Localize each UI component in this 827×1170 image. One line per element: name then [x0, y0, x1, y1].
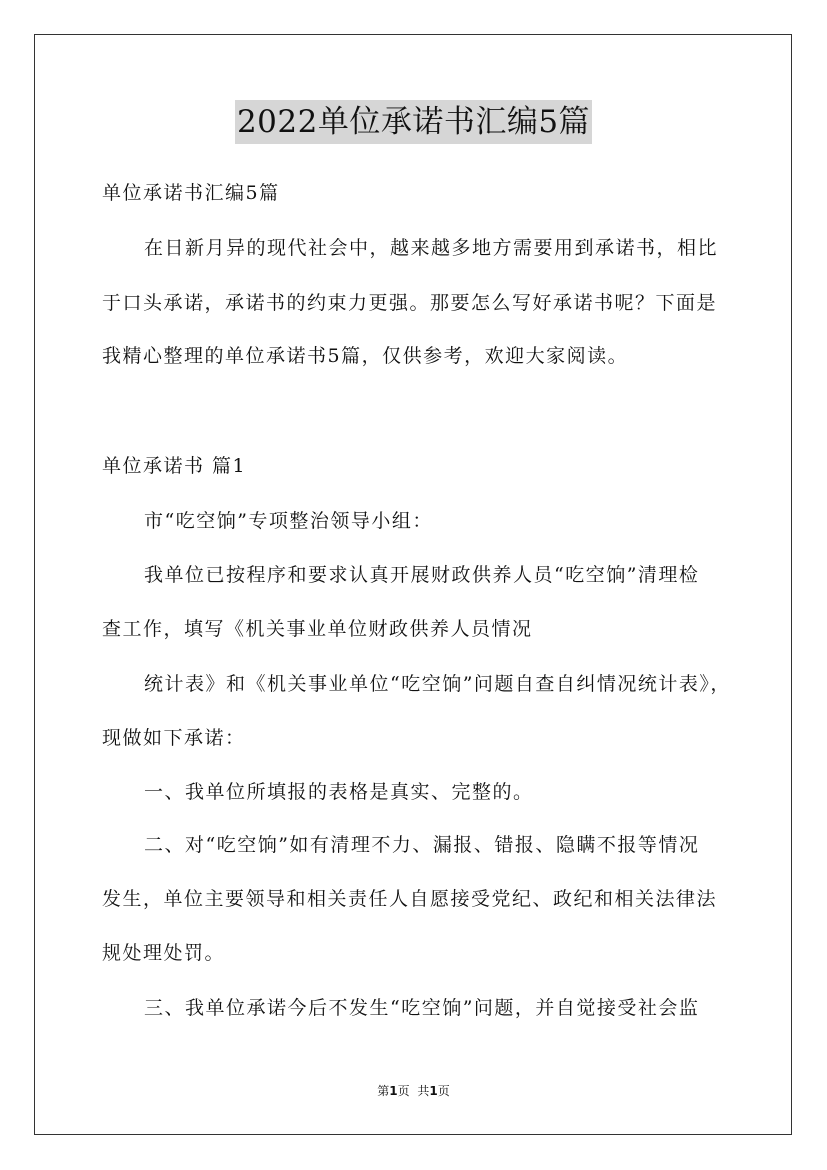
body-line-4: 统计表》和《机关事业单位“吃空饷”问题自查自纠情况统计表》，: [144, 673, 731, 695]
document-subtitle: 单位承诺书汇编5篇: [102, 182, 280, 204]
body-line-1: 市“吃空饷”专项整治领导小组：: [144, 510, 433, 532]
body-line-3: 查工作，填写《机关事业单位财政供养人员情况: [102, 618, 533, 640]
intro-line-1: 在日新月异的现代社会中，越来越多地方需要用到承诺书，相比: [144, 237, 719, 259]
document-title-text: 2022单位承诺书汇编5篇: [235, 100, 592, 144]
intro-line-2: 于口头承诺，承诺书的约束力更强。那要怎么写好承诺书呢？下面是: [102, 292, 718, 314]
body-line-2: 我单位已按程序和要求认真开展财政供养人员“吃空饷”清理检: [144, 564, 700, 586]
total-pages: 1: [429, 1084, 438, 1098]
body-line-7: 二、对“吃空饷”如有清理不力、漏报、错报、隐瞒不报等情况: [144, 834, 700, 856]
intro-line-3: 我精心整理的单位承诺书5篇，仅供参考，欢迎大家阅读。: [102, 345, 629, 367]
body-line-6: 一、我单位所填报的表格是真实、完整的。: [144, 781, 534, 803]
total-label-prefix: 共: [417, 1084, 430, 1098]
total-label-suffix: 页: [437, 1084, 450, 1098]
body-line-8: 发生，单位主要领导和相关责任人自愿接受党纪、政纪和相关法律法: [102, 888, 718, 910]
section-heading: 单位承诺书 篇1: [102, 455, 247, 477]
page-label-prefix: 第: [377, 1084, 390, 1098]
body-line-10: 三、我单位承诺今后不发生“吃空饷”问题，并自觉接受社会监: [144, 997, 700, 1019]
page-footer: [0, 1083, 827, 1099]
body-line-9: 规处理处罚。: [102, 942, 226, 964]
page-number: 1: [389, 1084, 398, 1098]
page-label-suffix: 页: [397, 1084, 410, 1098]
body-line-5: 现做如下承诺：: [102, 727, 246, 749]
document-title: [0, 100, 827, 144]
